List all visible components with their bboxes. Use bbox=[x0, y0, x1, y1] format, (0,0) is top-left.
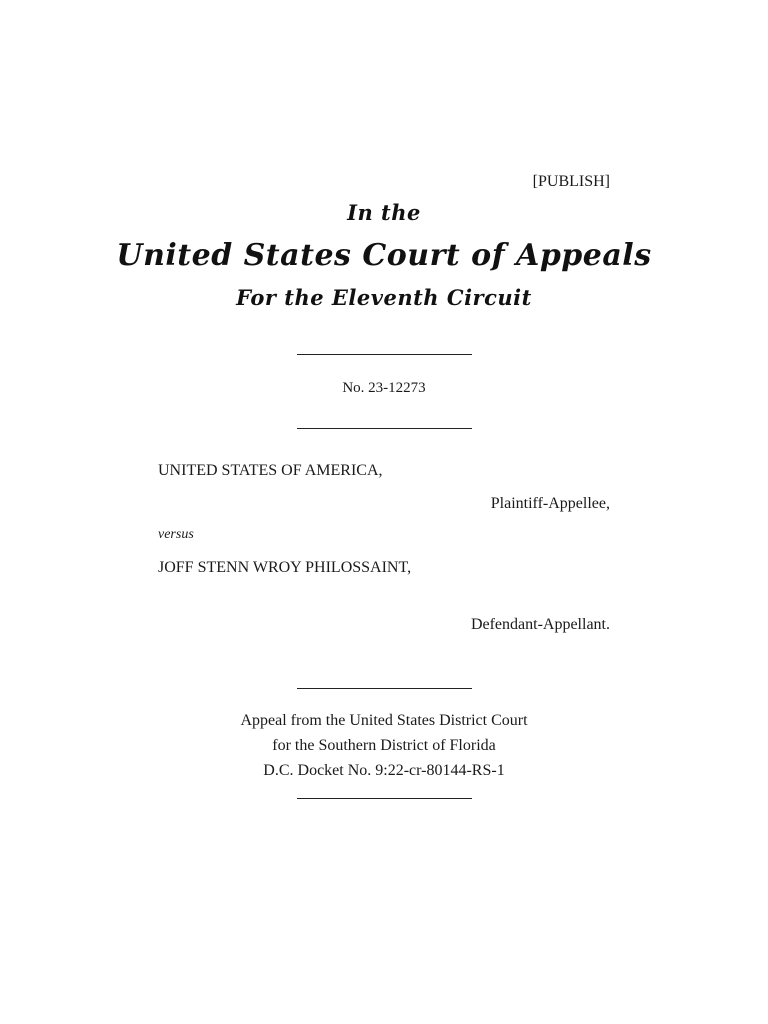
plaintiff-role: Plaintiff-Appellee, bbox=[490, 495, 610, 512]
publish-label: [PUBLISH] bbox=[532, 173, 610, 190]
defendant-role: Defendant-Appellant. bbox=[470, 616, 610, 633]
defendant-name: JOFF STENN WROY PHILOSSAINT, bbox=[158, 559, 412, 576]
court-name-heading: United States Court of Appeals bbox=[116, 238, 652, 273]
versus-label: versus bbox=[158, 527, 194, 542]
divider-rule bbox=[297, 798, 472, 799]
case-number: No. 23-12273 bbox=[342, 380, 426, 396]
divider-rule bbox=[297, 428, 472, 429]
appeal-info bbox=[0, 708, 768, 783]
plaintiff-name: UNITED STATES OF AMERICA, bbox=[158, 462, 383, 479]
divider-rule bbox=[297, 354, 472, 355]
appeal-line-district: for the Southern District of Florida bbox=[272, 737, 496, 754]
appeal-line-docket: D.C. Docket No. 9:22-cr-80144-RS-1 bbox=[263, 762, 505, 779]
heading-in-the: In the bbox=[347, 200, 421, 225]
circuit-heading: For the Eleventh Circuit bbox=[236, 285, 532, 310]
divider-rule bbox=[297, 688, 472, 689]
appeal-line-court: Appeal from the United States District Court bbox=[240, 712, 528, 729]
